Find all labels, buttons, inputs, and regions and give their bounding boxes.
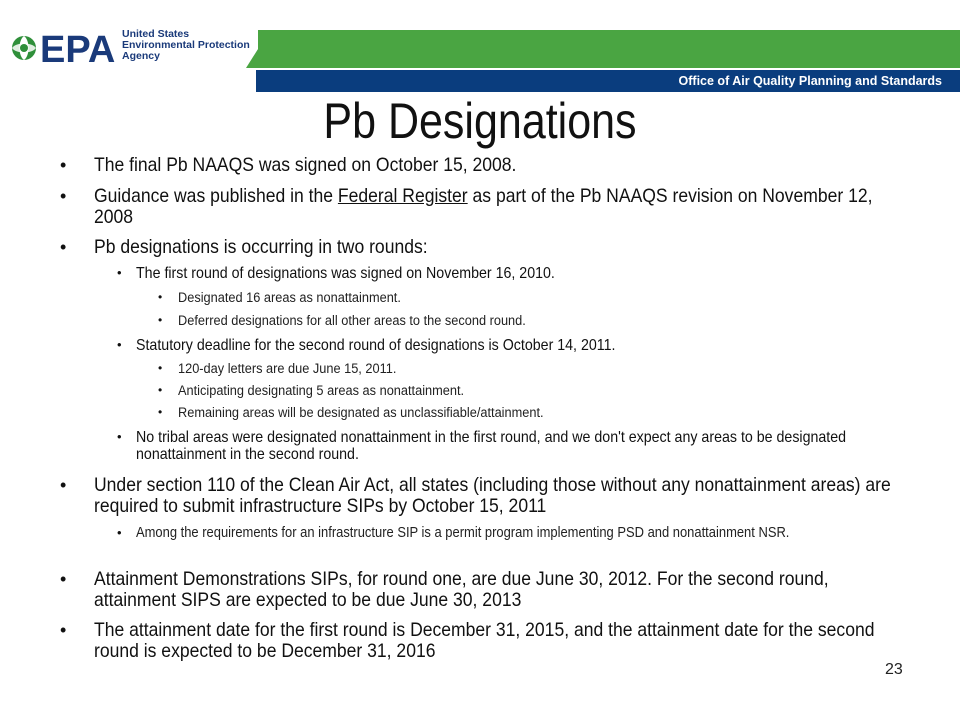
epa-logo (8, 30, 120, 71)
office-name: Office of Air Quality Planning and Standards (678, 74, 942, 88)
green-band (258, 30, 960, 68)
epa-flower-icon (8, 30, 120, 66)
page-number: 23 (885, 661, 903, 678)
svg-text:EPA: EPA (40, 30, 116, 66)
agency-name: United States Environmental Protection Agency (122, 28, 250, 62)
header-banner (0, 0, 960, 95)
slide-title: Pb Designations (323, 93, 637, 149)
federal-register-link: Federal Register (337, 185, 468, 207)
